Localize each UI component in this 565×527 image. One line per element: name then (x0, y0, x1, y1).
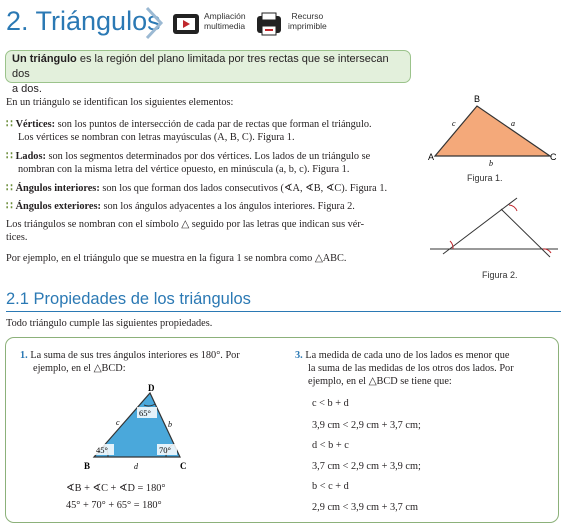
vertices-text-2: Los vértices se nombran con letras mayúsculas (A, B, C). Figura 1. (18, 132, 295, 144)
definition-box (5, 50, 411, 95)
subsection-intro: Todo triángulo cumple las siguientes propiedades. (6, 318, 213, 329)
inequality-line: 3,9 cm < 2,9 cm + 3,7 cm; (312, 420, 421, 431)
vertices-text-1: son los puntos de intersección de cada par de rectas que forman el triángulo. (57, 119, 372, 130)
multimedia-label-line1: Ampliación (204, 11, 246, 21)
vertex-a-label: A (428, 152, 435, 162)
angulos-exteriores-text: son los ángulos adyacentes a los ángulos interiores. Figura 2. (103, 201, 355, 212)
list-item-vertices (6, 118, 372, 144)
side-b-label: b (489, 159, 493, 168)
list-item-lados (6, 150, 370, 176)
angle-d-value: 65° (139, 408, 151, 418)
definition-text-2: a dos. (12, 83, 42, 95)
property-1-text (20, 349, 240, 375)
printable-resource-icon[interactable] (256, 12, 282, 36)
inequality-line: c < b + d (312, 398, 349, 409)
property-3-line2: la suma de las medidas de los otros dos lados. Por (308, 363, 514, 375)
bullet-icon: ∷ (6, 201, 13, 212)
angulos-interiores-text: son los que forman dos lados consecutivos (∢A, ∢B, ∢C). Figura 1. (102, 183, 388, 194)
angulos-exteriores-term: Ángulos exteriores: (15, 201, 101, 212)
property-1-number: 1. (20, 350, 28, 361)
list-item-angulos-exteriores (6, 200, 355, 213)
vertex-c-label: C (550, 152, 557, 162)
property-1-line1: La suma de sus tres ángulos interiores es 180°. Por (30, 350, 240, 361)
vertex-b-label: B (84, 461, 91, 471)
vertex-d-label: D (148, 383, 155, 393)
bullet-icon: ∷ (6, 151, 13, 162)
list-item-angulos-interiores (6, 182, 387, 195)
side-b-label: b (168, 420, 172, 429)
naming-text-2: tices. (6, 232, 28, 244)
property-3-line1: La medida de cada uno de los lados es menor que (305, 350, 510, 361)
inequality-line: b < c + d (312, 481, 349, 492)
multimedia-label[interactable] (204, 11, 246, 31)
chevron-decoration (145, 6, 165, 40)
inequality-line: 3,7 cm < 2,9 cm + 3,9 cm; (312, 461, 421, 472)
definition-term: Un triángulo (12, 53, 77, 65)
lados-text-1: son los segmentos determinados por dos vértices. Los lados de un triángulo se (48, 151, 371, 162)
triangle-bcd-figure (80, 383, 200, 473)
angle-sum-values: 45° + 70° + 65° = 180° (66, 500, 162, 511)
vertex-c-label: C (180, 461, 187, 471)
intro-text: En un triángulo se identifican los siguientes elementos: (6, 97, 234, 108)
property-3-number: 3. (295, 350, 303, 361)
figure-1-caption: Figura 1. (467, 173, 503, 183)
naming-paragraph (6, 218, 364, 244)
property-3-line3: ejemplo, en el △BCD se tiene que: (308, 376, 452, 388)
resource-label-line2: imprimible (288, 21, 327, 31)
bullet-icon: ∷ (6, 183, 13, 194)
section-title: 2. Triángulos (6, 6, 161, 36)
side-a-label: a (511, 119, 515, 128)
property-3-text (295, 349, 514, 389)
lados-term: Lados: (15, 151, 46, 162)
inequality-line: d < b + c (312, 440, 349, 451)
printable-resource-label[interactable] (288, 11, 327, 31)
angle-sum-equation: ∢B + ∢C + ∢D = 180° (66, 483, 166, 494)
definition-text-1: es la región del plano limitada por tres rectas que se intersecan dos (12, 53, 389, 80)
triangle-abc-shape (435, 106, 550, 156)
side-c-label: c (116, 418, 120, 427)
resource-label-line1: Recurso (291, 11, 324, 21)
subsection-heading: 2.1 Propiedades de los triángulos (6, 290, 251, 308)
naming-text-1: Los triángulos se nombran con el símbolo △ seguido por las letras que indican sus vér- (6, 219, 365, 230)
multimedia-icon[interactable] (172, 12, 200, 36)
lados-text-2: nombran con la misma letra del vértice opuesto, en minúscula (a, b, c). Figura 1. (18, 164, 350, 176)
inequality-line: 2,9 cm < 3,9 cm + 3,7 cm (312, 502, 418, 513)
property-1-line2: ejemplo, en el △BCD: (33, 363, 126, 375)
angulos-interiores-term: Ángulos interiores: (15, 183, 100, 194)
figure-2-exterior-angles (425, 195, 560, 265)
figure-2-caption: Figura 2. (482, 270, 518, 280)
side-d-label: d (134, 462, 138, 471)
vertices-term: Vértices: (15, 119, 56, 130)
multimedia-label-line2: multimedia (204, 21, 246, 31)
angle-b-value: 45° (96, 445, 108, 455)
side-c-label: c (452, 119, 456, 128)
bullet-icon: ∷ (6, 119, 13, 130)
angle-c-value: 70° (159, 445, 171, 455)
example-paragraph: Por ejemplo, en el triángulo que se muestra en la figura 1 se nombra como △ABC. (6, 253, 347, 264)
heading-divider (6, 311, 561, 312)
vertex-b-label: B (474, 94, 481, 104)
